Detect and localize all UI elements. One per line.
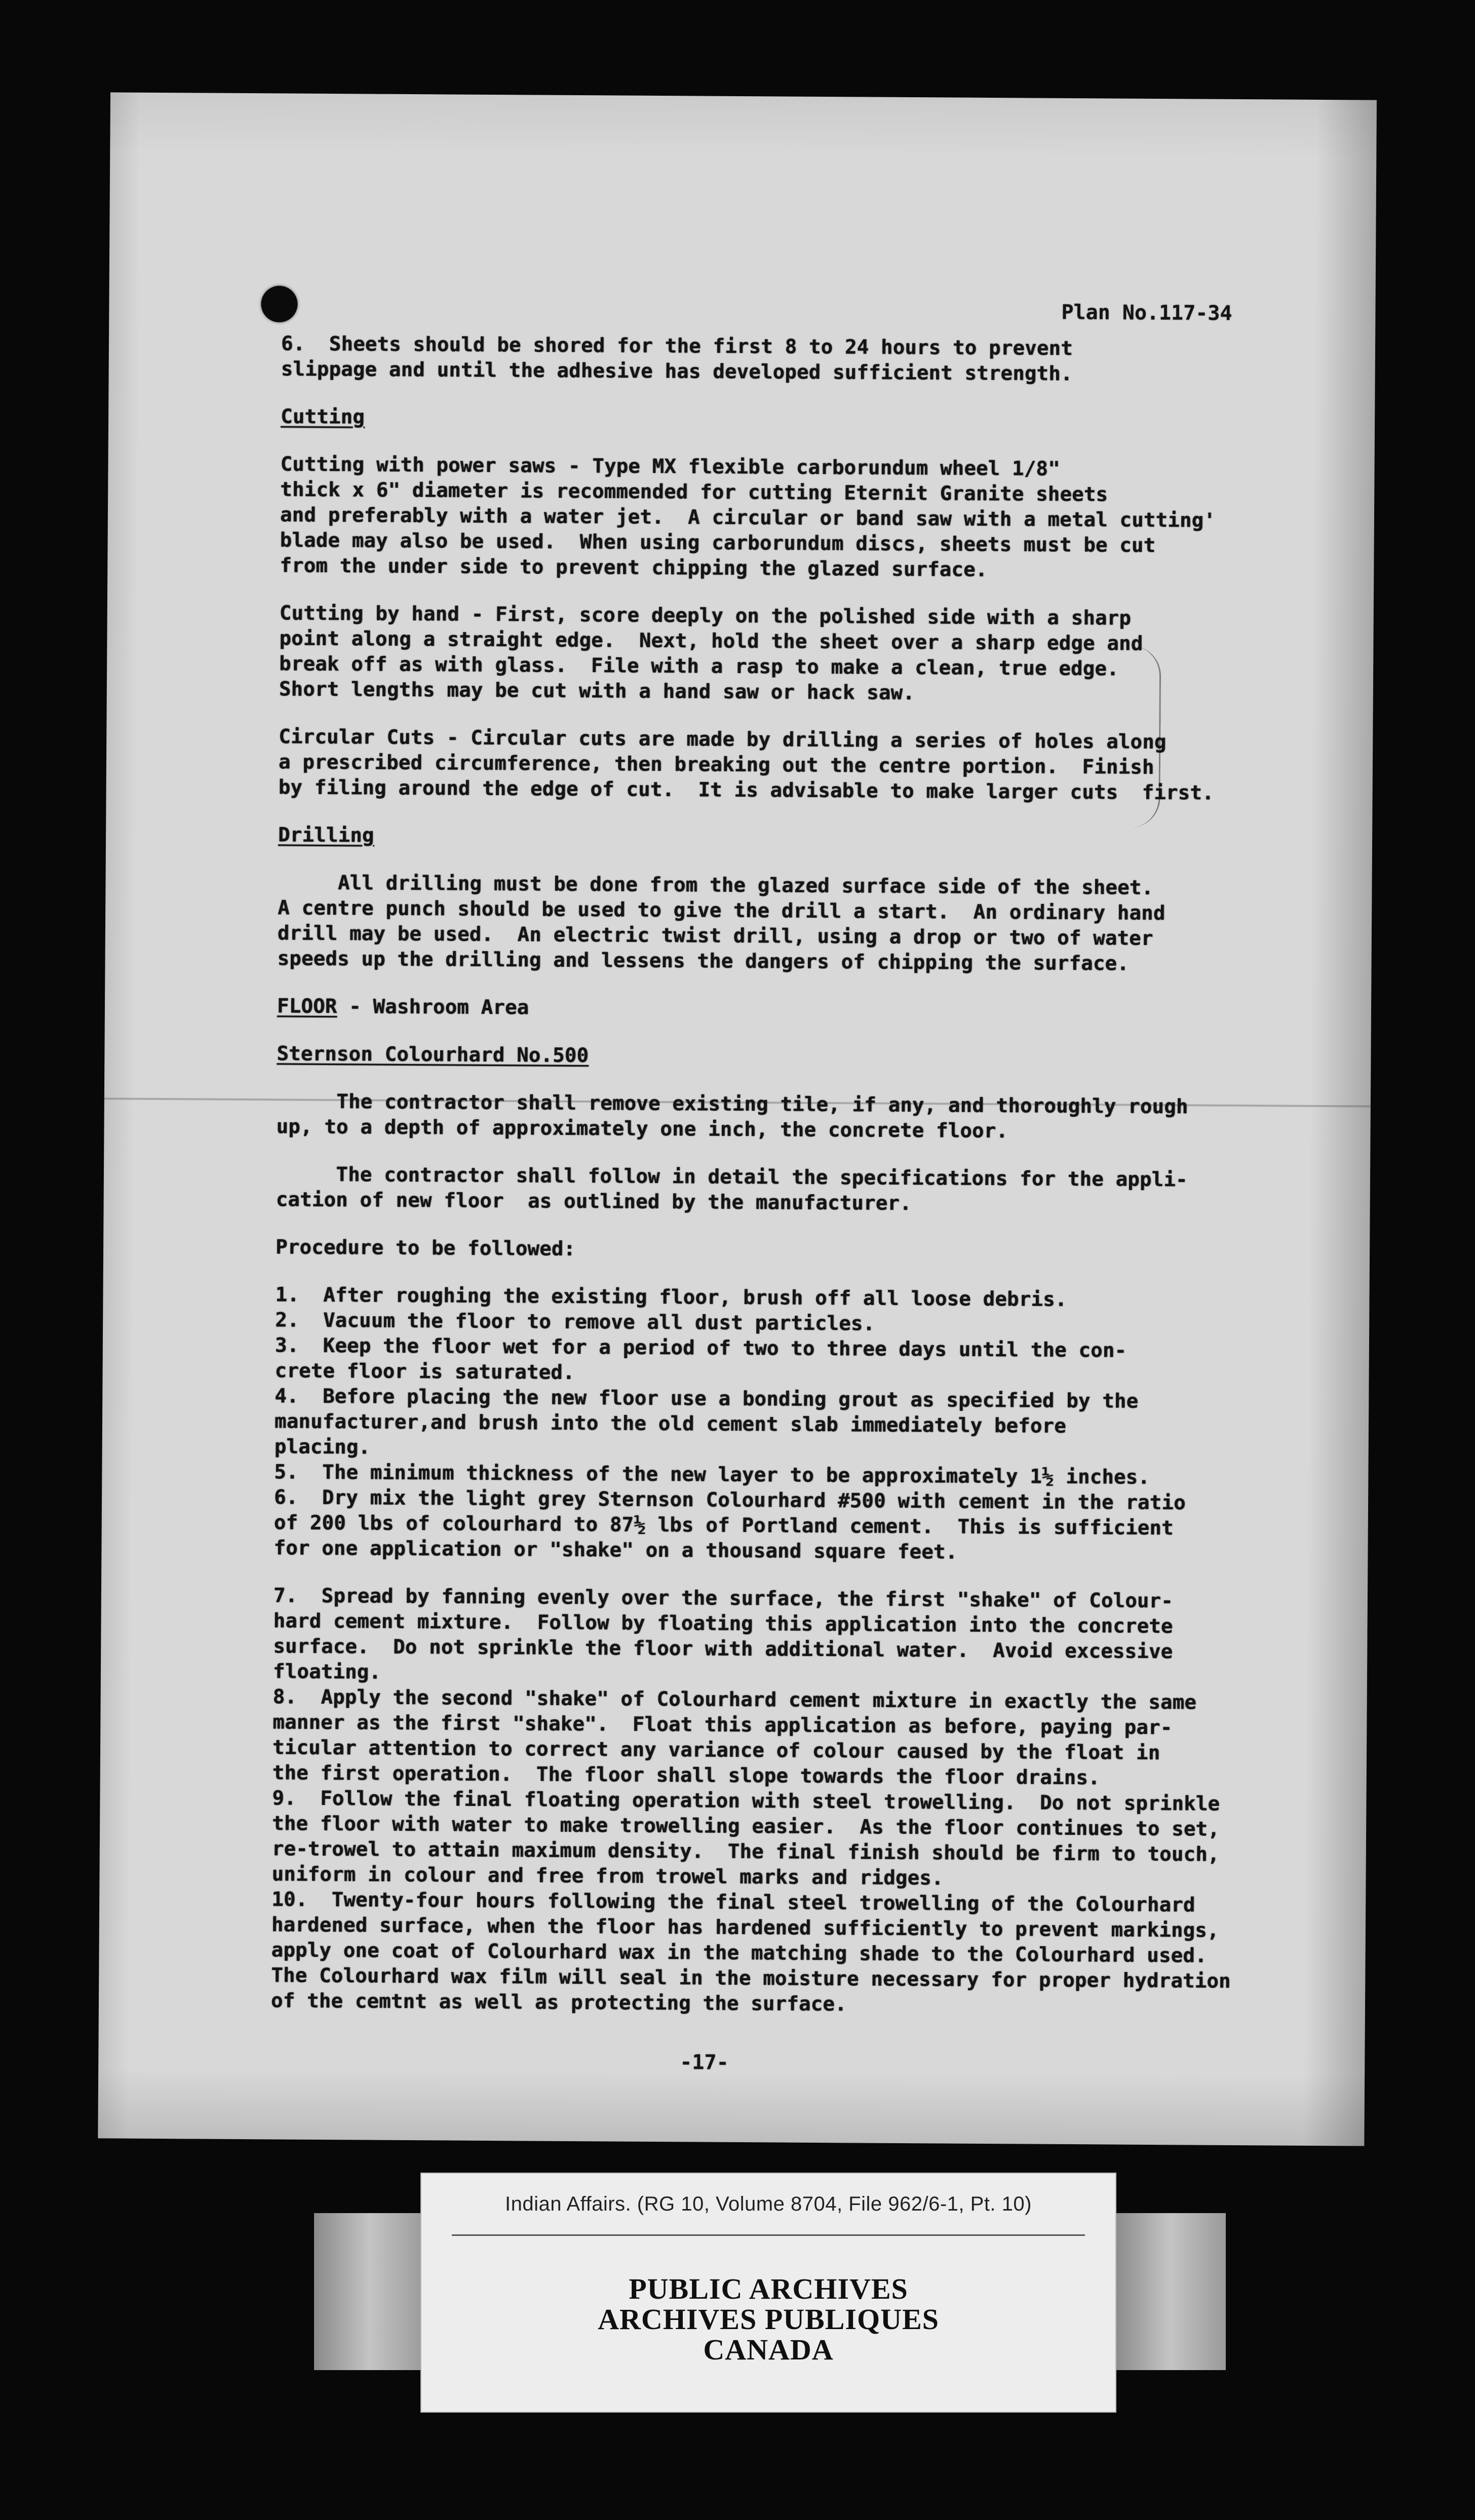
archive-stamp-line-2: ARCHIVES PUBLIQUES [598, 2303, 939, 2336]
document-line: The contractor shall remove existing tile, if any, and thoroughly rough [276, 1090, 1188, 1119]
floor-heading-rest: - Washroom Area [337, 995, 529, 1019]
document-line: a prescribed circumference, then breaking out the centre portion. Finish [278, 751, 1154, 779]
document-line: 4. Before placing the new floor use a bonding grout as specified by the [275, 1385, 1139, 1413]
document-line: Sternson Colourhard No.500 [277, 1042, 589, 1068]
document-line: 2. Vacuum the floor to remove all dust particles. [275, 1309, 875, 1335]
document-line: surface. Do not sprinkle the floor with additional water. Avoid excessive [273, 1635, 1173, 1664]
microfilm-frame-left [314, 2213, 425, 2370]
document-line: The Colourhard wax film will seal in the moisture necessary for proper hydration [271, 1964, 1231, 1993]
plan-number: Plan No.117-34 [1061, 300, 1232, 325]
document-line: Circular Cuts - Circular cuts are made by drilling a series of holes along [279, 725, 1167, 754]
document-line: 6. Sheets should be shored for the first 8 to 24 hours to prevent [281, 332, 1073, 360]
document-line: blade may also be used. When using carborundum discs, sheets must be cut [280, 529, 1156, 557]
document-line: 7. Spread by fanning evenly over the surface, the first "shake" of Colour- [273, 1584, 1173, 1613]
document-line: and preferably with a water jet. A circular or band saw with a metal cutting' [280, 503, 1216, 532]
document-line: Cutting with power saws - Type MX flexible carborundum wheel 1/8" [280, 453, 1060, 481]
document-line: hard cement mixture. Follow by floating this application into the concrete [273, 1609, 1173, 1638]
document-line: A centre punch should be used to give the drill a start. An ordinary hand [278, 896, 1166, 925]
document-line: point along a straight edge. Next, hold the sheet over a sharp edge and [279, 627, 1143, 655]
document-line: Cutting by hand - First, score deeply on the polished side with a sharp [279, 602, 1132, 630]
document-line: 3. Keep the floor wet for a period of two to three days until the con- [275, 1334, 1127, 1362]
document-line: Drilling [278, 823, 374, 847]
punch-hole [261, 286, 297, 322]
document-line: thick x 6" diameter is recommended for cutting Eternit Granite sheets [280, 478, 1108, 506]
document-line: 10. Twenty-four hours following the final steel trowelling of the Colourhard [271, 1888, 1195, 1917]
floor-heading-word: FLOOR [277, 995, 337, 1018]
document-line: 6. Dry mix the light grey Sternson Colourhard #500 with cement in the ratio [274, 1486, 1186, 1515]
document-line: hardened surface, when the floor has hardened sufficiently to prevent markings, [271, 1913, 1219, 1942]
document-line: manufacturer,and brush into the old cement slab immediately before [274, 1410, 1066, 1438]
document-line: speeds up the drilling and lessens the dangers of chipping the surface. [277, 947, 1129, 975]
document-line: uniform in colour and free from trowel marks and ridges. [271, 1863, 944, 1890]
microfilm-frame-right [1114, 2213, 1226, 2370]
document-line: All drilling must be done from the glazed surface side of the sheet. [278, 871, 1154, 899]
document-line: The contractor shall follow in detail the specifications for the appli- [276, 1163, 1188, 1192]
archive-label [420, 2173, 1116, 2413]
document-line: of the cemtnt as well as protecting the surface. [270, 1989, 847, 2016]
document-line: floating. [273, 1660, 381, 1684]
document-line: 5. The minimum thickness of the new layer to be approximately 1½ inches. [274, 1461, 1150, 1489]
document-line: manner as the first "shake". Float this application as before, paying par- [273, 1711, 1173, 1740]
document-line: crete floor is saturated. [275, 1359, 575, 1385]
document-line: break off as with glass. File with a rasp to make a clean, true edge. [279, 652, 1119, 681]
archive-divider [452, 2234, 1085, 2236]
document-line: 1. After roughing the existing floor, brush off all loose debris. [275, 1283, 1067, 1311]
document-line: up, to a depth of approximately one inch, the concrete floor. [276, 1115, 1008, 1143]
document-line: cation of new floor as outlined by the manufacturer. [276, 1188, 912, 1215]
document-line: from the under side to prevent chipping the glazed surface. [280, 554, 988, 581]
archive-reference: Indian Affairs. (RG 10, Volume 8704, File 962/6-1, Pt. 10) [505, 2193, 1032, 2215]
document-line: re-trowel to attain maximum density. The final finish should be firm to touch, [271, 1837, 1220, 1866]
document-line: placing. [274, 1435, 371, 1459]
document-line: apply one coat of Colourhard wax in the matching shade to the Colourhard used. [271, 1939, 1207, 1967]
scanned-document-page [98, 92, 1377, 2146]
document-line: drill may be used. An electric twist drill, using a drop or two of water [277, 922, 1153, 950]
document-line: the first operation. The floor shall slope towards the floor drains. [272, 1761, 1100, 1790]
document-line [277, 994, 529, 1020]
document-line: of 200 lbs of colourhard to 87½ lbs of Portland cement. This is sufficient [274, 1511, 1174, 1540]
document-line: by filing around the edge of cut. It is advisable to make larger cuts first. [278, 776, 1214, 805]
document-line: 9. Follow the final floating operation with steel trowelling. Do not sprinkle [272, 1787, 1220, 1816]
document-line: Cutting [280, 405, 365, 429]
document-line: Procedure to be followed: [275, 1236, 576, 1261]
document-line: ticular attention to correct any variance of colour caused by the float in [272, 1736, 1160, 1765]
document-line: 8. Apply the second "shake" of Colourhard cement mixture in exactly the same [273, 1685, 1197, 1714]
document-line: the floor with water to make trowelling easier. As the floor continues to set, [272, 1812, 1220, 1841]
archive-stamp-line-3: CANADA [703, 2333, 834, 2366]
page-number: -17- [680, 2051, 729, 2074]
archive-stamp-line-1: PUBLIC ARCHIVES [629, 2272, 908, 2305]
document-line: Short lengths may be cut with a hand saw or hack saw. [279, 678, 915, 705]
document-line: for one application or "shake" on a thousand square feet. [274, 1537, 958, 1564]
document-line: slippage and until the adhesive has developed sufficient strength. [281, 358, 1073, 385]
